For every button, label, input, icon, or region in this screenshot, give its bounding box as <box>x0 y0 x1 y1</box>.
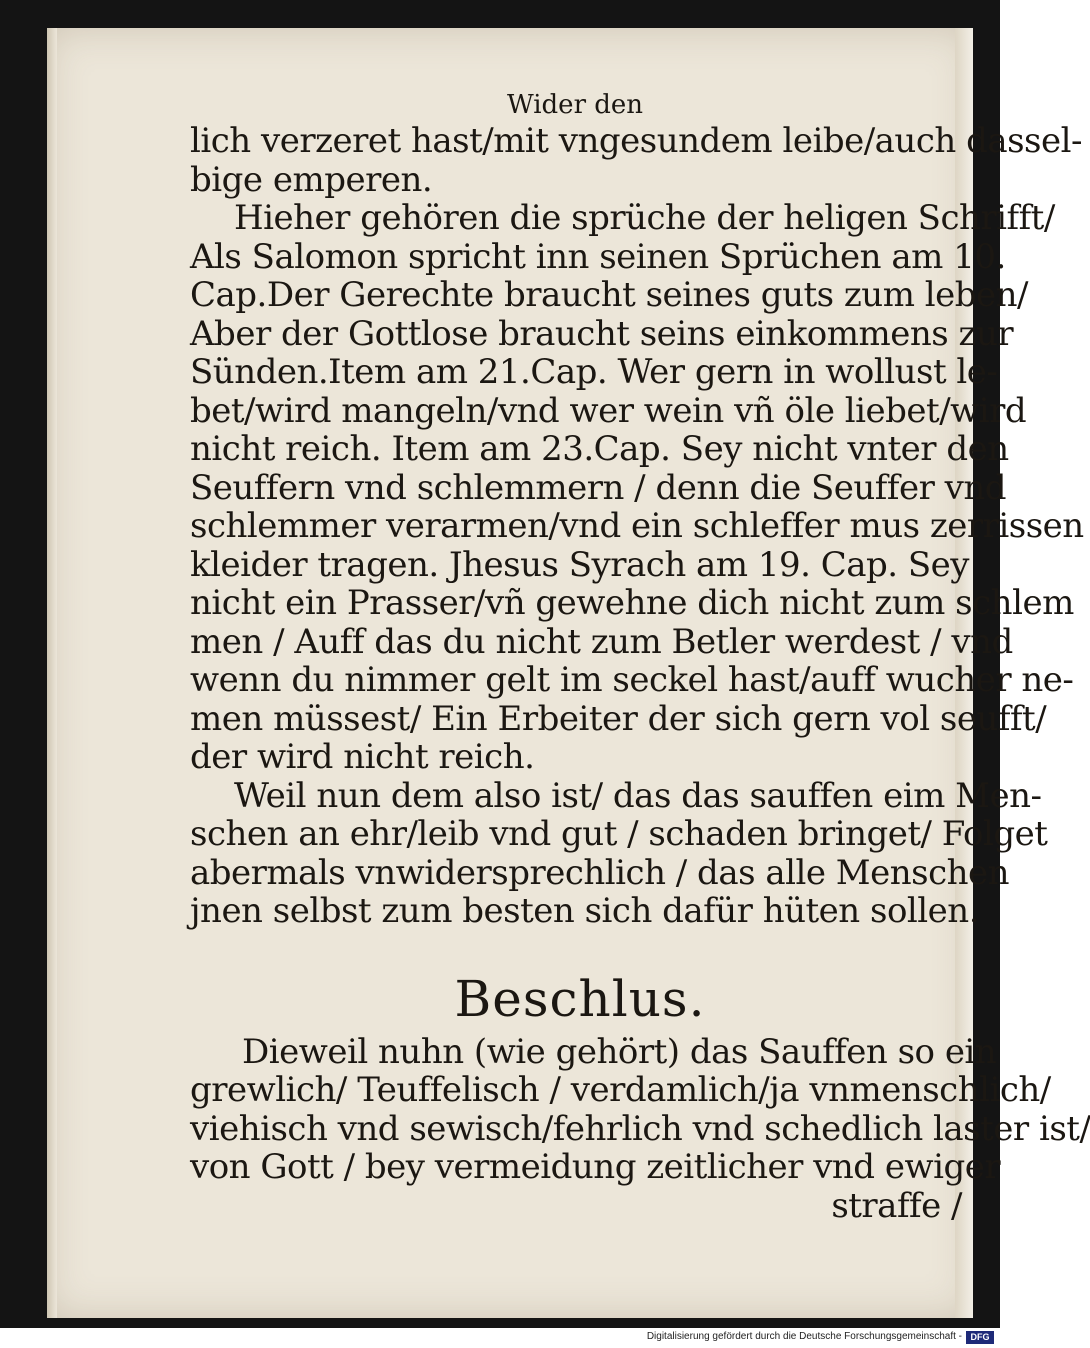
text-line: Cap.Der Gerechte braucht seines guts zum leben/ <box>190 275 1028 315</box>
running-head: Wider den <box>506 90 644 120</box>
book-page <box>47 28 1090 1318</box>
dfg-logo-icon: DFG <box>966 1331 994 1344</box>
text-line: viehisch vnd sewisch/fehrlich vnd schedlich laster ist/ <box>190 1108 1090 1149</box>
funding-notice: Digitalisierung gefördert durch die Deutsche Forschungsgemeinschaft - <box>646 1331 962 1342</box>
text-line: nicht reich. Item am 23.Cap. Sey nicht vnter den <box>190 429 1009 469</box>
page-gutter-shadow <box>47 28 57 1318</box>
text-line: von Gott / bey vermeidung zeitlicher vnd ewiger <box>190 1147 1001 1187</box>
text-line: Weil nun dem also ist/ das das sauffen eim Men- <box>234 775 1042 816</box>
section-heading: Beschlus. <box>454 969 706 1028</box>
paragraph-4 <box>190 1031 1090 1226</box>
page-text <box>190 88 1090 1226</box>
text-line: Sünden.Item am 21.Cap. Wer gern in wollust le- <box>190 352 998 392</box>
text-line: Hieher gehören die sprüche der heligen Schrifft/ <box>234 198 1055 238</box>
text-line: wenn du nimmer gelt im seckel hast/auff wucher ne- <box>190 660 1074 700</box>
paragraph-3 <box>190 775 1048 931</box>
text-line: abermals vnwidersprechlich / das alle Menschen <box>190 852 1010 893</box>
text-line: nicht ein Prasser/vñ gewehne dich nicht zum schlem <box>190 583 1074 623</box>
text-line: Dieweil nuhn (wie gehört) das Sauffen so ein <box>242 1031 997 1072</box>
text-line: Als Salomon spricht inn seinen Sprüchen am 10. <box>190 236 1006 277</box>
text-line: bet/wird mangeln/vnd wer wein vñ öle liebet/wird <box>190 390 1027 431</box>
text-line: men / Auff das du nicht zum Betler werdest / vnd <box>190 621 1013 662</box>
text-line: men müssest/ Ein Erbeiter der sich gern vol seufft/ <box>190 698 1047 739</box>
text-line: grewlich/ Teuffelisch / verdamlich/ja vnmenschlich/ <box>190 1070 1051 1110</box>
text-line: schen an ehr/leib vnd gut / schaden bringet/ Folget <box>190 814 1048 854</box>
text-line: schlemmer verarmen/vnd ein schleffer mus zerrissen <box>190 506 1084 546</box>
paragraph-1 <box>190 121 1082 200</box>
text-line: Aber der Gottlose braucht seins einkommens zur <box>190 313 1014 354</box>
text-line: lich verzeret hast/mit vngesundem leibe/auch dassel- <box>190 121 1082 161</box>
text-line: kleider tragen. Jhesus Syrach am 19. Cap. Sey <box>190 544 970 585</box>
paragraph-2 <box>190 198 1084 777</box>
footer-bar <box>0 1328 1000 1348</box>
catchword: straffe / <box>831 1185 962 1226</box>
text-line: bige emperen. <box>190 159 433 200</box>
text-line: jnen selbst zum besten sich dafür hüten sollen. <box>190 891 979 931</box>
text-line: Seuffern vnd schlemmern / denn die Seuffer vnd <box>190 467 1007 508</box>
text-line: der wird nicht reich. <box>190 737 535 777</box>
